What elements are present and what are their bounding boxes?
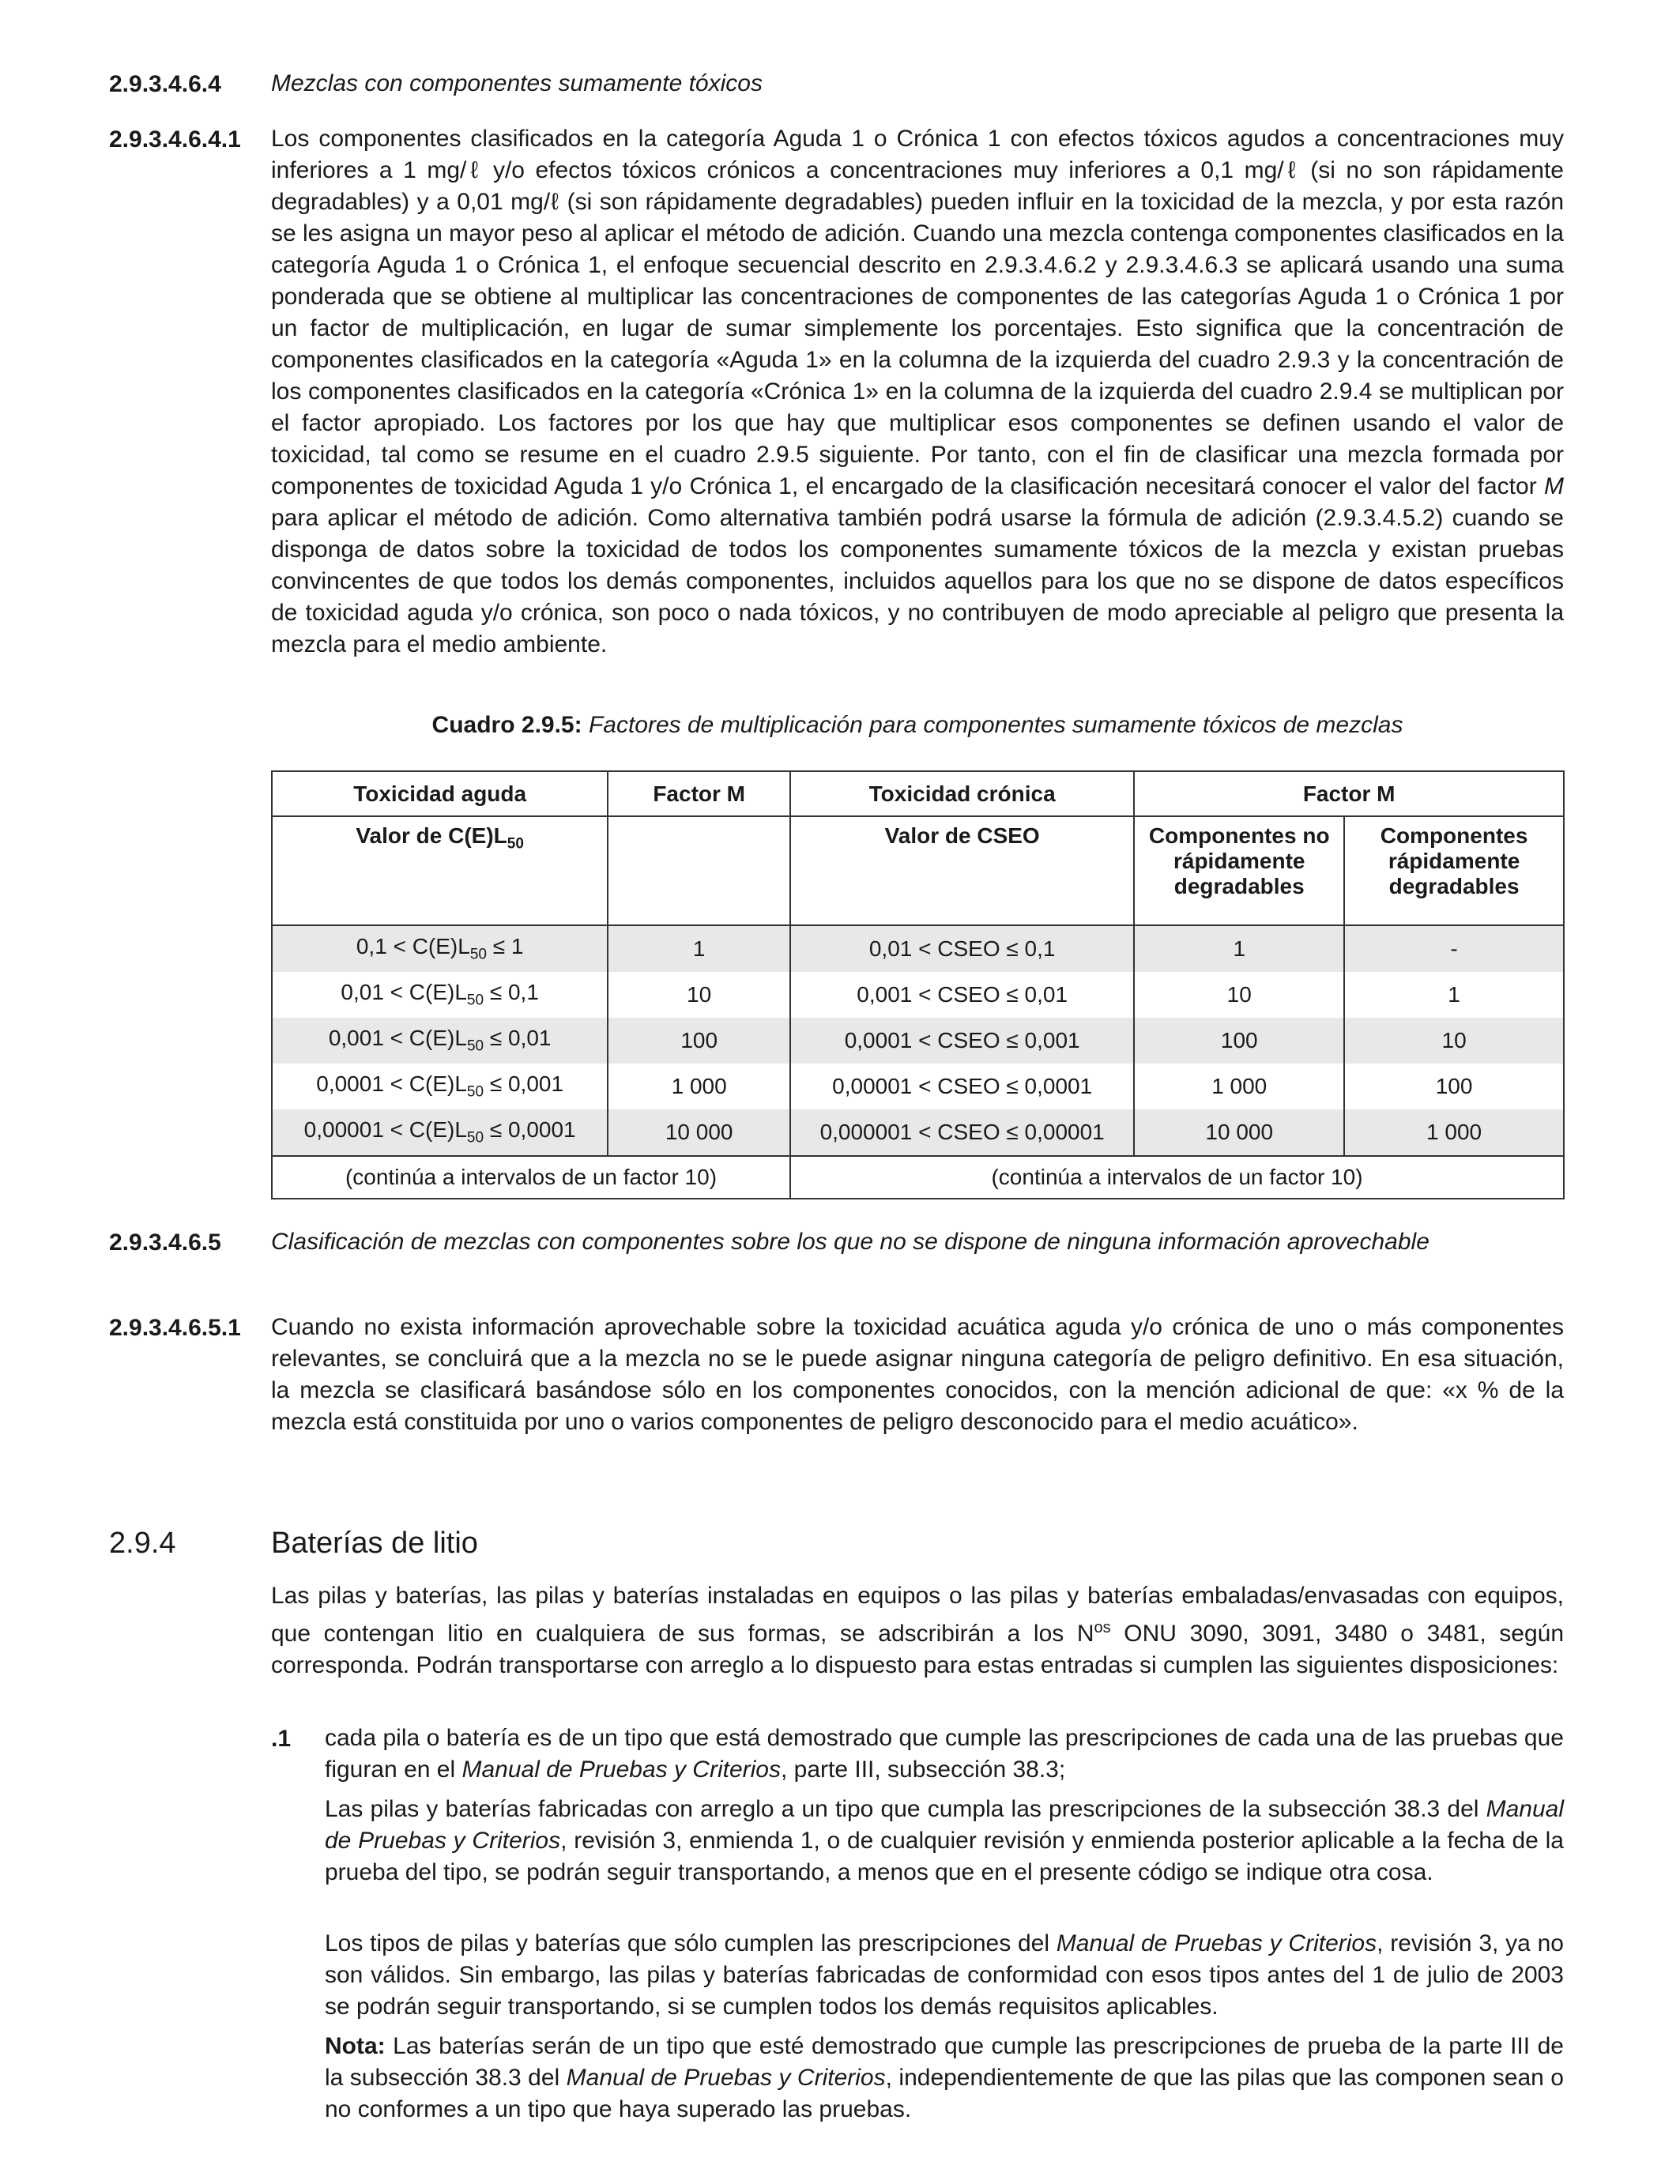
cell-factor-m: 1 000	[608, 1064, 790, 1109]
paragraph-body	[271, 123, 1564, 661]
cell-acute: $0,01 < C(E)L_{50} \le 0,1$	[272, 972, 608, 1018]
section-number: 2.9.3.4.6.4	[109, 71, 221, 97]
cell-chronic: 0,000001 < CSEO ≤ 0,00001	[790, 1109, 1134, 1156]
table-row	[272, 1109, 1564, 1156]
intro-text: Las pilas y baterías, las pilas y baterías instaladas en equipos o las pilas y baterías embaladas/envasadas con equipos, que contengan litio en cualquiera de sus formas, se adscribirán a los N	[271, 1583, 1564, 1647]
table-row	[272, 1018, 1564, 1064]
italic-term: M	[1544, 473, 1564, 499]
italic-reference: Manual de Pruebas y Criterios	[325, 1796, 1564, 1854]
cell-chronic: 0,00001 < CSEO ≤ 0,0001	[790, 1064, 1134, 1109]
section-title: Mezclas con componentes sumamente tóxicos	[271, 70, 763, 96]
cell-factor-m: 100	[608, 1018, 790, 1064]
cell-factor-m-nrd: 1 000	[1134, 1064, 1344, 1109]
table-caption	[271, 712, 1564, 739]
section-heading: Baterías de litio	[271, 1527, 478, 1560]
cell-factor-m-rd: 1 000	[1344, 1109, 1564, 1156]
table-row	[272, 925, 1564, 972]
text: Los tipos de pilas y baterías que sólo cumplen las prescripciones del	[325, 1930, 1050, 1956]
intro-text-tail: ONU 3090, 3091, 3480 o 3481, según corresponda. Podrán transportarse con arreglo a lo dispuesto para estas entradas si cumplen las siguientes disposiciones:	[271, 1621, 1565, 1678]
superscript: os	[1094, 1619, 1111, 1636]
text: , revisión 3, enmienda 1, o de cualquier revisión y enmienda posterior aplicable a la fecha de la prueba del tipo, se podrán seguir transportando, a menos que en el presente código se indique otra cosa.	[325, 1828, 1564, 1885]
text: , parte III, subsección 38.3;	[781, 1757, 1066, 1783]
header-chronic-toxicity: Toxicidad crónica	[790, 771, 1134, 816]
text: , revisión 3, ya no son válidos. Sin embargo, las pilas y baterías fabricadas de conformidad con esos tipos antes del 1 de julio de 2003 se podrán seguir transportando, si se cumplen todos los demás requisitos aplicables.	[325, 1930, 1564, 2020]
note-label: Nota:	[325, 2033, 386, 2059]
cell-factor-m-rd: 100	[1344, 1064, 1564, 1109]
header-factor-m-acute: Factor M	[608, 771, 790, 816]
cell-factor-m-nrd: 100	[1134, 1018, 1344, 1064]
cell-chronic: 0,0001 < CSEO ≤ 0,001	[790, 1018, 1134, 1064]
cell-acute: $0,001 < C(E)L_{50} \le 0,01$	[272, 1018, 608, 1064]
cell-factor-m-nrd: 1	[1134, 925, 1344, 972]
footer-note-acute: (continúa a intervalos de un factor 10)	[272, 1156, 790, 1199]
cell-factor-m-nrd: 10 000	[1134, 1109, 1344, 1156]
text: Las baterías serán de un tipo que esté demostrado que cumple las prescripciones de prueba de la parte III de la subsección 38.3 del	[325, 2033, 1564, 2091]
note-paragraph	[325, 2031, 1564, 2126]
header-factor-m-chronic: Factor M	[1134, 771, 1564, 816]
paragraph-number: 2.9.3.4.6.4.1	[109, 126, 241, 153]
cell-acute: $0,0001 < C(E)L_{50} \le 0,001$	[272, 1064, 608, 1109]
section-title: Clasificación de mezclas con componentes sobre los que no se dispone de ninguna información aprovechable	[271, 1229, 1430, 1255]
section-number: 2.9.4	[109, 1527, 176, 1560]
header-non-rapidly-degradable: Componentes no rápidamente degradables	[1134, 816, 1344, 925]
cell-factor-m: 10	[608, 972, 790, 1018]
italic-reference: Manual de Pruebas y Criterios	[566, 2065, 886, 2091]
table-row	[272, 972, 1564, 1018]
caption-label: Cuadro 2.9.5:	[431, 712, 582, 738]
cell-factor-m: 1	[608, 925, 790, 972]
cell-factor-m-rd: 1	[1344, 972, 1564, 1018]
header-empty	[608, 816, 790, 925]
italic-reference: Manual de Pruebas y Criterios	[1056, 1930, 1377, 1956]
section-intro	[271, 1580, 1564, 1681]
section-number: 2.9.3.4.6.5	[109, 1229, 221, 1256]
paragraph-text-tail: para aplicar el método de adición. Como alternativa también podrá usarse la fórmula de adición (2.9.3.4.5.2) cuando se disponga de datos sobre la toxicidad de todos los componentes sumamente tóxicos de la mezcla y existan pruebas convincentes de que todos los demás componentes, incluidos aquellos para los que no se dispone de datos específicos de toxicidad aguda y/o crónica, son poco o nada tóxicos, y no contribuyen de modo apreciable al peligro que presenta la mezcla para el medio ambiente.	[271, 505, 1564, 657]
text: Las pilas y baterías fabricadas con arreglo a un tipo que cumpla las prescripciones de la subsección 38.3 del	[325, 1796, 1479, 1822]
list-item-text	[325, 1723, 1564, 1786]
cell-factor-m-rd: -	[1344, 925, 1564, 972]
list-item-number: .1	[271, 1726, 292, 1752]
header-value-cel50: Valor de $C(E)L_{50}$	[272, 816, 608, 925]
header-rapidly-degradable: Componentes rápidamente degradables	[1344, 816, 1564, 925]
cell-acute: $0,1 < C(E)L_{50} \le 1$	[272, 925, 608, 972]
cell-factor-m-nrd: 10	[1134, 972, 1344, 1018]
paragraph-number: 2.9.3.4.6.5.1	[109, 1315, 241, 1341]
paragraph-text: Los componentes clasificados en la categoría Aguda 1 o Crónica 1 con efectos tóxicos agudos a concentraciones muy inferiores a 1 mg/ℓ y/o efectos tóxicos crónicos a concentraciones muy inferiores a 0,1 mg/ℓ (si no son rápidamente degradables) y a 0,01 mg/ℓ (si son rápidamente degradables) pueden influir en la toxicidad de la mezcla, y por esta razón se les asigna un mayor peso al aplicar el método de adición. Cuando una mezcla contenga componentes clasificados en la categoría Aguda 1 o Crónica 1, el enfoque secuencial descrito en 2.9.3.4.6.2 y 2.9.3.4.6.3 se aplicará usando una suma ponderada que se obtiene al multiplicar las concentraciones de componentes de las categorías Aguda 1 o Crónica 1 por un factor de multiplicación, en lugar de sumar simplemente los porcentajes. Esto significa que la concentración de componentes clasificados en la categoría «Aguda 1» en la columna de la izquierda del cuadro 2.9.3 y la concentración de los componentes clasificados en la categoría «Crónica 1» en la columna de la izquierda del cuadro 2.9.4 se multiplican por el factor apropiado. Los factores por los que hay que multiplicar esos componentes se definen usando el valor de toxicidad, tal como se resume en el cuadro 2.9.5 siguiente. Por tanto, con el fin de clasificar una mezcla formada por componentes de toxicidad Aguda 1 y/o Crónica 1, el encargado de la clasificación necesitará conocer el valor del factor	[271, 126, 1564, 499]
list-item-paragraph	[325, 1928, 1564, 2023]
cell-factor-m-rd: 10	[1344, 1018, 1564, 1064]
italic-reference: Manual de Pruebas y Criterios	[461, 1757, 781, 1783]
cell-chronic: 0,01 < CSEO ≤ 0,1	[790, 925, 1134, 972]
list-item-paragraph	[325, 1794, 1564, 1888]
table-footer-row	[272, 1156, 1564, 1199]
paragraph-body: Cuando no exista información aprovechable sobre la toxicidad acuática aguda y/o crónica de uno o más componentes relevantes, se concluirá que a la mezcla no se le puede asignar ninguna categoría de peligro definitivo. En esa situación, la mezcla se clasificará basándose sólo en los componentes conocidos, con la mención adicional de que: «x % de la mezcla está constituida por uno o varios componentes de peligro desconocido para el medio acuático».	[271, 1314, 1564, 1435]
cell-chronic: 0,001 < CSEO ≤ 0,01	[790, 972, 1134, 1018]
caption-title: Factores de multiplicación para componentes sumamente tóxicos de mezclas	[588, 712, 1403, 738]
header-acute-toxicity: Toxicidad aguda	[272, 771, 608, 816]
cell-factor-m: 10 000	[608, 1109, 790, 1156]
text: , independientemente de que las pilas que las componen sean o no conformes a un tipo que haya superado las pruebas.	[325, 2065, 1564, 2122]
text: cada pila o batería es de un tipo que está demostrado que cumple las prescripciones de cada una de las pruebas que figuran en el	[325, 1725, 1564, 1783]
header-value-cseo: Valor de CSEO	[790, 816, 1134, 925]
multiplication-factors-table	[271, 770, 1565, 1199]
cell-acute: $0,00001 < C(E)L_{50} \le 0,0001$	[272, 1109, 608, 1156]
table-row	[272, 1064, 1564, 1109]
footer-note-chronic: (continúa a intervalos de un factor 10)	[790, 1156, 1564, 1199]
